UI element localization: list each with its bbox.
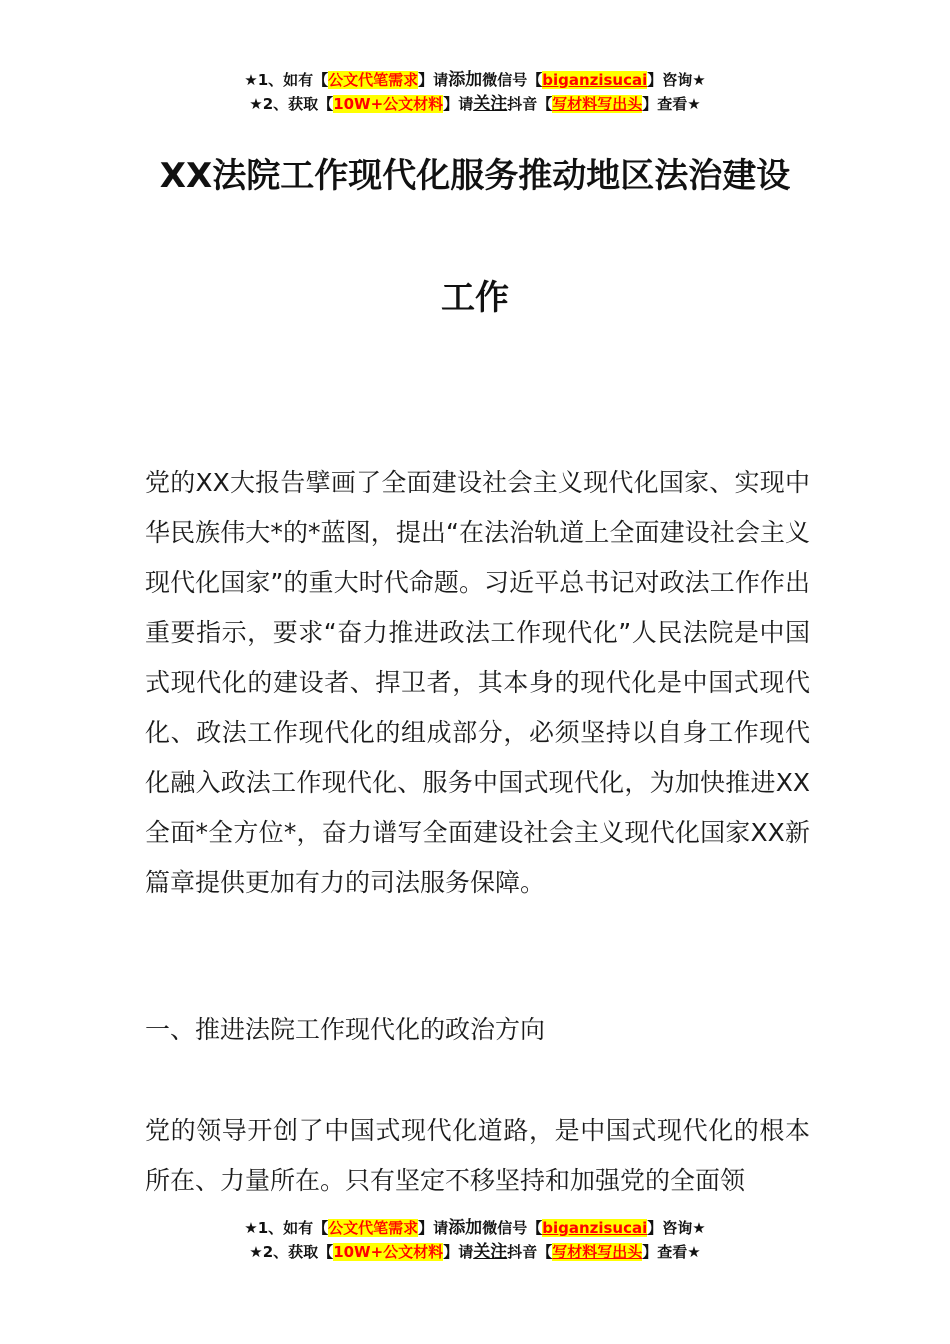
promo-wechat-id: biganzisucai [542,1219,648,1237]
section-heading-1: 一、推进法院工作现代化的政治方向 [145,1015,546,1044]
promo-line-1 [0,1216,950,1240]
promo-douyin-id: 写材料写出头 [552,1243,643,1261]
promo-text: ★1、如有【 [244,1219,329,1237]
promo-highlight: 公文代笔需求 [328,71,419,89]
promo-text: 】咨询★ [647,71,706,89]
promo-douyin-id: 写材料写出头 [552,95,643,113]
promo-line-1 [0,68,950,92]
promo-highlight: 10W+公文材料 [333,1243,444,1261]
paragraph-intro: 党的XX大报告擘画了全面建设社会主义现代化国家、实现中华民族伟大*的*蓝图，提出“在法治轨道上全面建设社会主义现代化国家”的重大时代命题。习近平总书记对政法工作作出重要指示，要求“奋力推进政法工作现代化”人民法院是中国式现代化的建设者、捍卫者，其本身的现代化是中国式现代化、政法工作现代化的组成部分，必须坚持以自身工作现代化融入政法工作现代化、服务中国式现代化，为加快推进XX全面*全方位*，奋力谱写全面建设社会主义现代化国家XX新篇章提供更加有力的司法服务保障。 [145,468,810,897]
promo-text: 抖音【 [507,95,553,113]
promo-header [0,68,950,116]
promo-line-2 [0,92,950,116]
promo-wechat-id: biganzisucai [542,71,648,89]
promo-text: 】请 [418,71,449,89]
promo-text: 微信号【 [482,71,543,89]
promo-highlight: 公文代笔需求 [328,1219,419,1237]
promo-text: 】查看★ [642,1243,701,1261]
promo-text: 】查看★ [642,95,701,113]
promo-text: 抖音【 [507,1243,553,1261]
promo-text: 微信号【 [482,1219,543,1237]
promo-text: 】请 [418,1219,449,1237]
promo-emphasis: 关注 [473,94,508,114]
promo-emphasis: 添加 [448,1218,483,1238]
paragraph-section-1: 党的领导开创了中国式现代化道路，是中国式现代化的根本所在、力量所在。只有坚定不移坚持和加强党的全面领 [145,1116,810,1195]
promo-emphasis: 关注 [473,1242,508,1262]
promo-text: ★1、如有【 [244,71,329,89]
promo-emphasis: 添加 [448,70,483,90]
promo-text: ★2、获取【 [249,1243,334,1261]
promo-text: 】请 [443,1243,474,1261]
promo-line-2 [0,1240,950,1264]
document-title-continued: 工作 [441,278,509,318]
promo-text: ★2、获取【 [249,95,334,113]
promo-footer [0,1216,950,1264]
promo-highlight: 10W+公文材料 [333,95,444,113]
promo-text: 】咨询★ [647,1219,706,1237]
document-title: XX法院工作现代化服务推动地区法治建设 [159,156,791,196]
promo-text: 】请 [443,95,474,113]
